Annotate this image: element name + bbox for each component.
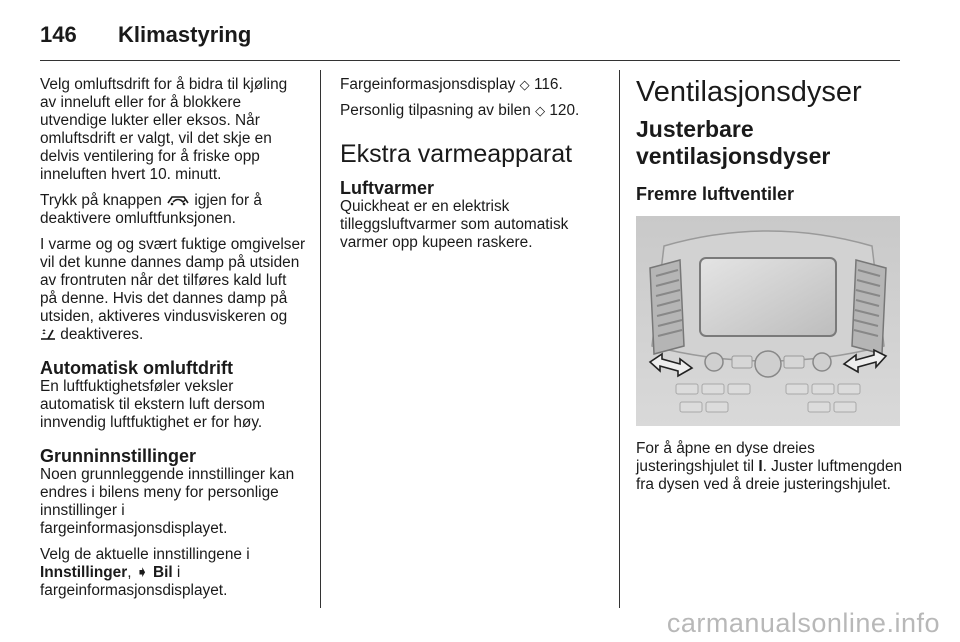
text-fragment: Velg de aktuelle innstillingene i [40, 546, 250, 563]
front-vents-photo [636, 216, 900, 426]
open-position-mark: I [758, 458, 763, 475]
column-1 [40, 76, 306, 608]
heading-adjustable-vents: Justerbare ventilasjonsdyser [636, 116, 831, 169]
menu-label-settings: Innstillinger [40, 564, 128, 581]
paragraph-humidity-sensor: En luftfuktighetsføler veksler automatisk til ekstern luft dersom innvendig luftfuktighet er for høy. [40, 378, 265, 431]
column-2 [340, 76, 606, 260]
heading-front-vents: Fremre luftventiler [636, 184, 795, 204]
column-divider-1 [320, 70, 321, 608]
paragraph-quickheat: Quickheat er en elektrisk tilleggsluftvarmer som automatisk varmer opp kupeen raskere. [340, 198, 569, 251]
chapter-title: Klimastyring [118, 22, 252, 47]
page-header [40, 18, 920, 62]
header-divider [40, 60, 900, 61]
page-number: 146 [40, 22, 77, 47]
reference-page: 116. [533, 76, 563, 93]
heading-vents: Ventilasjonsdyser [636, 76, 862, 108]
menu-arrow-icon: ➧ [135, 564, 149, 581]
paragraph-basic-settings: Noen grunnleggende innstillinger kan endres i bilens meny for personlige innstillinger i fargeinformasjonsdisplayet. [40, 466, 295, 537]
heading-basic-settings: Grunninnstillinger [40, 446, 196, 466]
menu-label-car: Bil [152, 564, 173, 581]
reference-display [340, 76, 606, 94]
column-divider-2 [619, 70, 620, 608]
reference-page: 120. [549, 102, 580, 119]
right-vent [852, 260, 886, 354]
text-fragment: deaktiveres. [60, 326, 144, 343]
text-fragment: I varme og og svært fuktige omgivelser vil det kunne dannes damp på utsiden av frontruten når det tilføres kald luft på denne. Hvis det dannes damp på utsiden, aktiveres vindusviskeren og [40, 236, 306, 325]
text-fragment: For å åpne en dyse dreies justeringshjulet til [636, 440, 815, 475]
windshield-wiper-icon [40, 327, 56, 341]
text-fragment: Personlig tilpasning av bilen [340, 102, 531, 119]
paragraph-recirculation: Velg omluftsdrift for å bidra til kjøling av inneluft eller for å blokkere utvendige lukter eller eksos. Når omluftsdrift er valgt, vil det skje en delvis ventilering for å friske opp inneluften hvert 10. minutt. [40, 76, 288, 183]
paragraph-select-settings [40, 546, 306, 600]
text-fragment: Fargeinformasjonsdisplay [340, 76, 516, 93]
text-fragment: , [127, 564, 136, 581]
reference-personalization [340, 102, 606, 120]
recirculation-icon [166, 194, 190, 206]
page-reference-icon: ◇ [519, 77, 530, 92]
watermark: carmanualsonline.info [666, 608, 940, 638]
column-3 [636, 76, 904, 502]
heading-extra-heater: Ekstra varmeapparat [340, 140, 573, 168]
text-fragment: Trykk på knappen [40, 192, 162, 209]
text-fragment: . Juster luftmengden fra dysen ved å dreie justeringshjulet. [636, 458, 903, 493]
page-reference-icon: ◇ [535, 103, 546, 118]
heading-air-heater: Luftvarmer [340, 178, 435, 198]
paragraph-humid [40, 236, 306, 344]
paragraph-deactivate [40, 192, 306, 228]
paragraph-open-vent [636, 440, 904, 494]
text-fragment: i fargeinformasjonsdisplayet. [40, 564, 228, 599]
heading-auto-recirculation: Automatisk omluftdrift [40, 358, 233, 378]
left-vent [650, 260, 684, 354]
text-fragment: igjen for å deaktivere omluftfunksjonen. [40, 192, 262, 227]
